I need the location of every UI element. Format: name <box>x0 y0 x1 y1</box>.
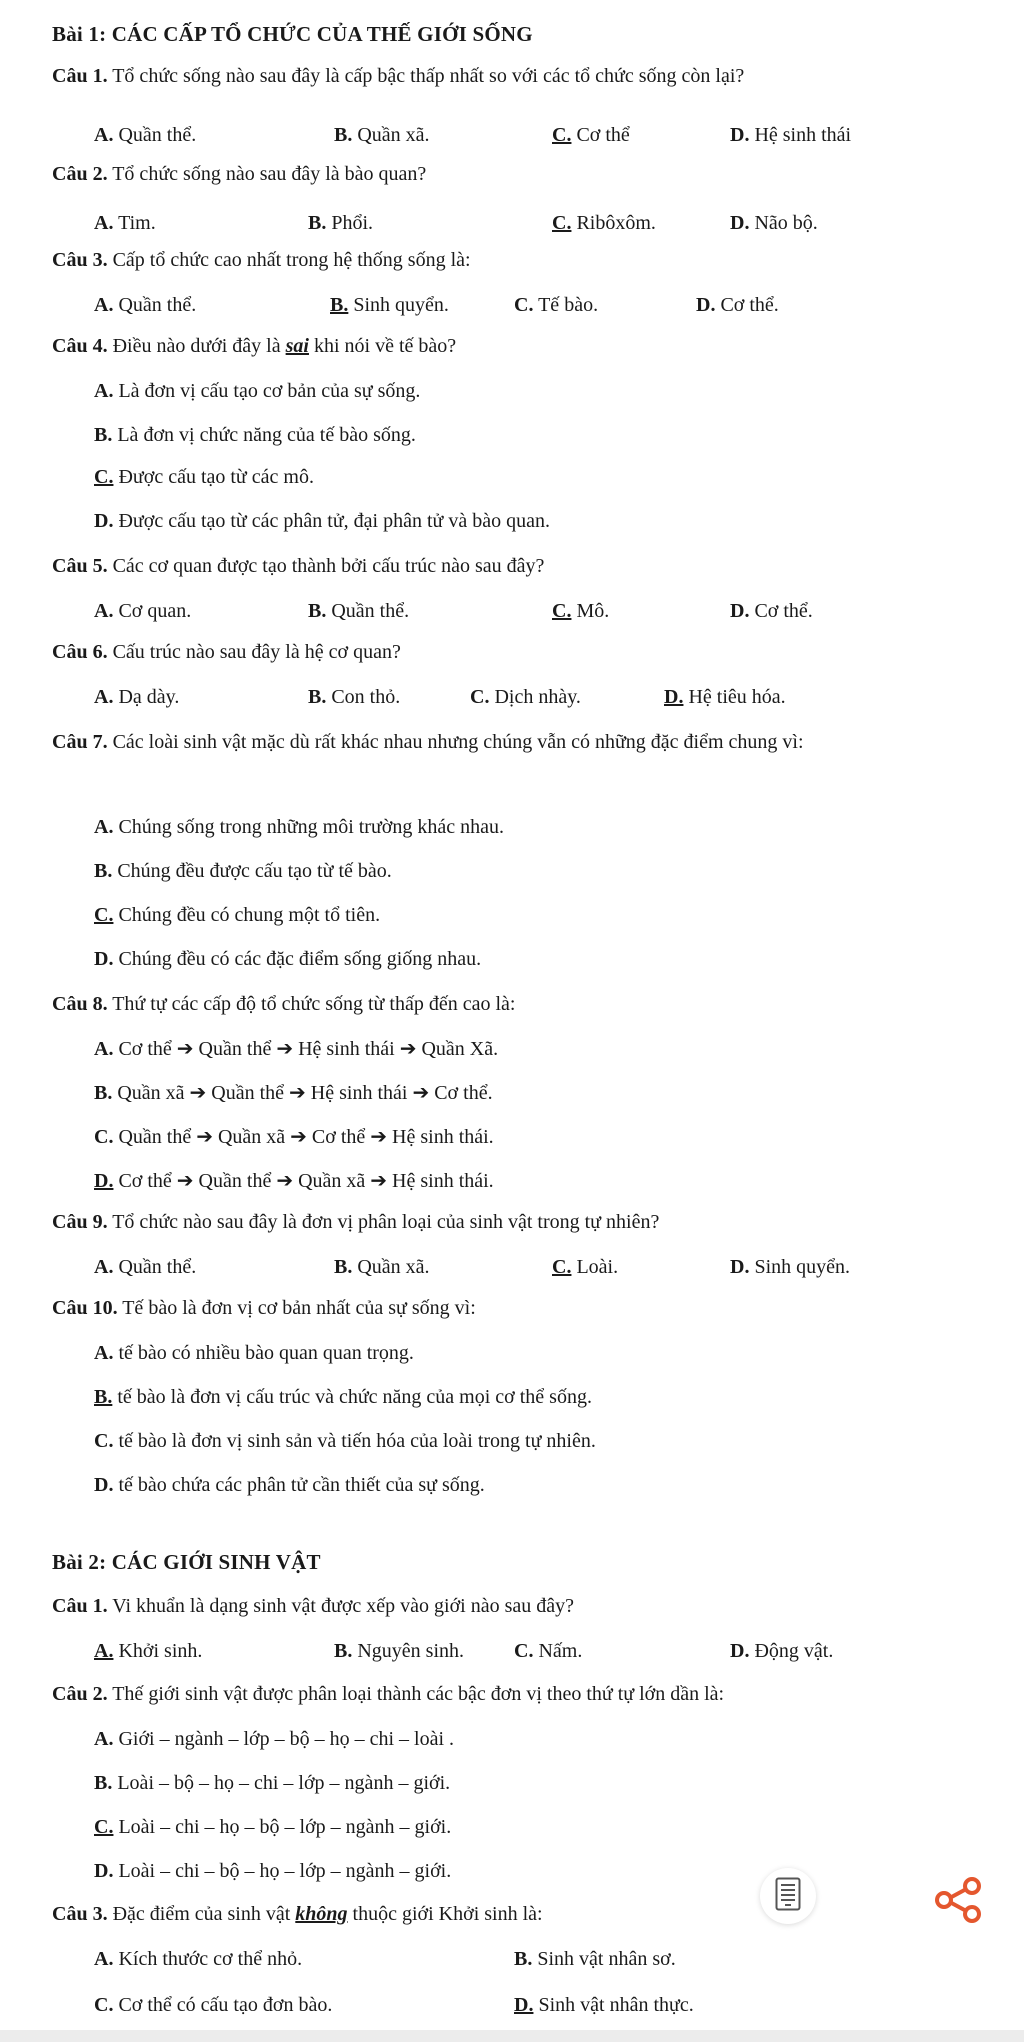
option-1-10-a: A. tế bào có nhiều bào quan quan trọng. <box>94 1342 414 1364</box>
option-2-2-b: B. Loài – bộ – họ – chi – lớp – ngành – giới. <box>94 1772 451 1794</box>
question-1-2: Câu 2. Tổ chức sống nào sau đây là bào quan? <box>52 163 427 185</box>
question-1-6: Câu 6. Cấu trúc nào sau đây là hệ cơ quan? <box>52 641 401 663</box>
document-icon <box>775 1877 801 1916</box>
option-1-8-c: C. Quần thể ➔ Quần xã ➔ Cơ thể ➔ Hệ sinh thái. <box>94 1126 494 1148</box>
option-1-10-d: D. tế bào chứa các phân tử cần thiết của sự sống. <box>94 1474 485 1496</box>
option-1-10-b: B. tế bào là đơn vị cấu trúc và chức năng của mọi cơ thể sống. <box>94 1386 592 1408</box>
option-1-8-b: B. Quần xã ➔ Quần thể ➔ Hệ sinh thái ➔ Cơ thể. <box>94 1082 493 1104</box>
option-1-7-c: C. Chúng đều có chung một tổ tiên. <box>94 904 381 926</box>
question-1-7: Câu 7. Các loài sinh vật mặc dù rất khác nhau nhưng chúng vẫn có những đặc điểm chung vì: <box>52 731 804 753</box>
bottom-strip <box>0 2030 1024 2042</box>
document-button[interactable] <box>760 1868 816 1924</box>
question-1-10: Câu 10. Tế bào là đơn vị cơ bản nhất của sự sống vì: <box>52 1297 476 1319</box>
section-title-bai2: Bài 2: CÁC GIỚI SINH VẬT <box>52 1550 321 1574</box>
section-title-bai1: Bài 1: CÁC CẤP TỔ CHỨC CỦA THẾ GIỚI SỐNG <box>52 22 533 46</box>
question-1-4: Câu 4. Điều nào dưới đây là sai khi nói về tế bào? <box>52 335 457 357</box>
question-1-5: Câu 5. Các cơ quan được tạo thành bởi cấu trúc nào sau đây? <box>52 555 545 577</box>
option-2-2-c: C. Loài – chi – họ – bộ – lớp – ngành – giới. <box>94 1816 452 1838</box>
option-1-8-a: A. Cơ thể ➔ Quần thể ➔ Hệ sinh thái ➔ Quần Xã. <box>94 1038 499 1060</box>
question-1-9: Câu 9. Tổ chức nào sau đây là đơn vị phân loại của sinh vật trong tự nhiên? <box>52 1211 660 1233</box>
question-1-3: Câu 3. Cấp tổ chức cao nhất trong hệ thống sống là: <box>52 249 471 271</box>
option-1-4-b: B. Là đơn vị chức năng của tế bào sống. <box>94 424 416 446</box>
worksheet-page: Bài 1: CÁC CẤP TỔ CHỨC CỦA THẾ GIỚI SỐNG Câu 1. Tổ chức sống nào sau đây là cấp bậc thấp nhất so với các tổ chức sống còn lại? A. Quần thể. B. Quần xã. C. Cơ thể D. Hệ sinh thái Câu 2. Tổ chức sống nào sau đây là bào quan? A. Tim. B. Phổi. C. Ribôxôm. D. Não bộ. Câu 3. Cấp tổ chức cao nhất trong hệ thống sống là: A. Quần thể. B. Sinh quyển. C. Tế bào. D. Cơ thể. Câu 4. Điều nào dưới đây là sai khi nói về tế bào? A. Là đơn vị cấu tạo cơ bản của sự sống. B. Là đơn vị chức năng của tế bào sống. C. Được cấu tạo từ các mô. D. Được cấu tạo từ các phân tử, đại phân tử và bào quan. Câu 5. Các cơ quan được tạo thành bởi cấu trúc nào sau đây? A. Cơ quan. B. Quần thể. C. Mô. D. Cơ thể. Câu 6. Cấu trúc nào sau đây là hệ cơ quan? A. Dạ dày. B. Con thỏ. C. Dịch nhày. D. Hệ tiêu hóa. Câu 7. Các loài sinh vật mặc dù rất khác nhau nhưng chúng vẫn có những đặc điểm chung vì: A. Chúng sống trong những môi trường khác nhau. B. Chúng đều được cấu tạo từ tế bào. C. Chúng đều có chung một tổ tiên. D. Chúng đều có các đặc điểm sống giống nhau. Câu 8. Thứ tự các cấp độ tổ chức sống từ thấp đến cao là: A. Cơ thể ➔ Quần thể ➔ Hệ sinh thái ➔ Quần Xã. B. Quần xã ➔ Quần thể ➔ Hệ sinh thái ➔ Cơ thể. C. Quần thể ➔ Quần xã ➔ Cơ thể ➔ Hệ sinh thái. D. Cơ thể ➔ Quần thể ➔ Quần xã ➔ Hệ sinh thái. Câu 9. Tổ chức nào sau đây là đơn vị phân loại của sinh vật trong tự nhiên? A. Quần thể. B. Quần xã. C. Loài. D. Sinh quyển. Câu 10. Tế bào là đơn vị cơ bản nhất của sự sống vì: A. tế bào có nhiều bào quan quan trọng. B. tế bào là đơn vị cấu trúc và chức năng của mọi cơ thể sống. C. tế bào là đơn vị sinh sản và tiến hóa của loài trong tự nhiên. D. tế bào chứa các phân tử cần thiết của sự sống. Bài 2: CÁC GIỚI SINH VẬT Câu 1. Vi khuẩn là dạng sinh vật được xếp vào giới nào sau đây? A. Khởi sinh. B. Nguyên sinh. C. Nấm. D. Động vật. Câu 2. Thế giới sinh vật được phân loại thành các bậc đơn vị theo thứ tự lớn dần là: A. Giới – ngành – lớp – bộ – họ – chi – loài . B. Loài – bộ – họ – chi – lớp – ngành – giới. C. Loài – chi – họ – bộ – lớp – ngành – giới. D. Loài – chi – bộ – họ – lớp – ngành – giới. Câu 3. Đặc điểm của sinh vật không thuộc giới Khởi sinh là: A. Kích thước cơ thể nhỏ. B. Sinh vật nhân sơ. C. Cơ thể có cấu tạo đơn bào. D. Sinh vật nhân thực. <box>0 0 1024 2042</box>
question-2-1: Câu 1. Vi khuẩn là dạng sinh vật được xếp vào giới nào sau đây? <box>52 1595 575 1617</box>
option-2-2-d: D. Loài – chi – bộ – họ – lớp – ngành – giới. <box>94 1860 452 1882</box>
share-button[interactable] <box>922 1866 994 1938</box>
share-icon <box>932 1874 984 1931</box>
option-1-4-d: D. Được cấu tạo từ các phân tử, đại phân tử và bào quan. <box>94 510 551 532</box>
option-1-10-c: C. tế bào là đơn vị sinh sản và tiến hóa của loài trong tự nhiên. <box>94 1430 596 1452</box>
option-1-7-d: D. Chúng đều có các đặc điểm sống giống nhau. <box>94 948 482 970</box>
option-2-2-a: A. Giới – ngành – lớp – bộ – họ – chi – loài . <box>94 1728 455 1750</box>
option-1-8-d: D. Cơ thể ➔ Quần thể ➔ Quần xã ➔ Hệ sinh thái. <box>94 1170 494 1192</box>
option-1-4-c: C. Được cấu tạo từ các mô. <box>94 466 314 488</box>
option-1-7-b: B. Chúng đều được cấu tạo từ tế bào. <box>94 860 392 882</box>
question-2-2: Câu 2. Thế giới sinh vật được phân loại thành các bậc đơn vị theo thứ tự lớn dần là: <box>52 1683 725 1705</box>
option-1-7-a: A. Chúng sống trong những môi trường khác nhau. <box>94 816 505 838</box>
question-1-1: Câu 1. Tổ chức sống nào sau đây là cấp bậc thấp nhất so với các tổ chức sống còn lại? <box>52 65 745 87</box>
question-2-3: Câu 3. Đặc điểm của sinh vật không thuộc giới Khởi sinh là: <box>52 1903 543 1925</box>
option-1-4-a: A. Là đơn vị cấu tạo cơ bản của sự sống. <box>94 380 421 402</box>
question-1-8: Câu 8. Thứ tự các cấp độ tổ chức sống từ thấp đến cao là: <box>52 993 516 1015</box>
